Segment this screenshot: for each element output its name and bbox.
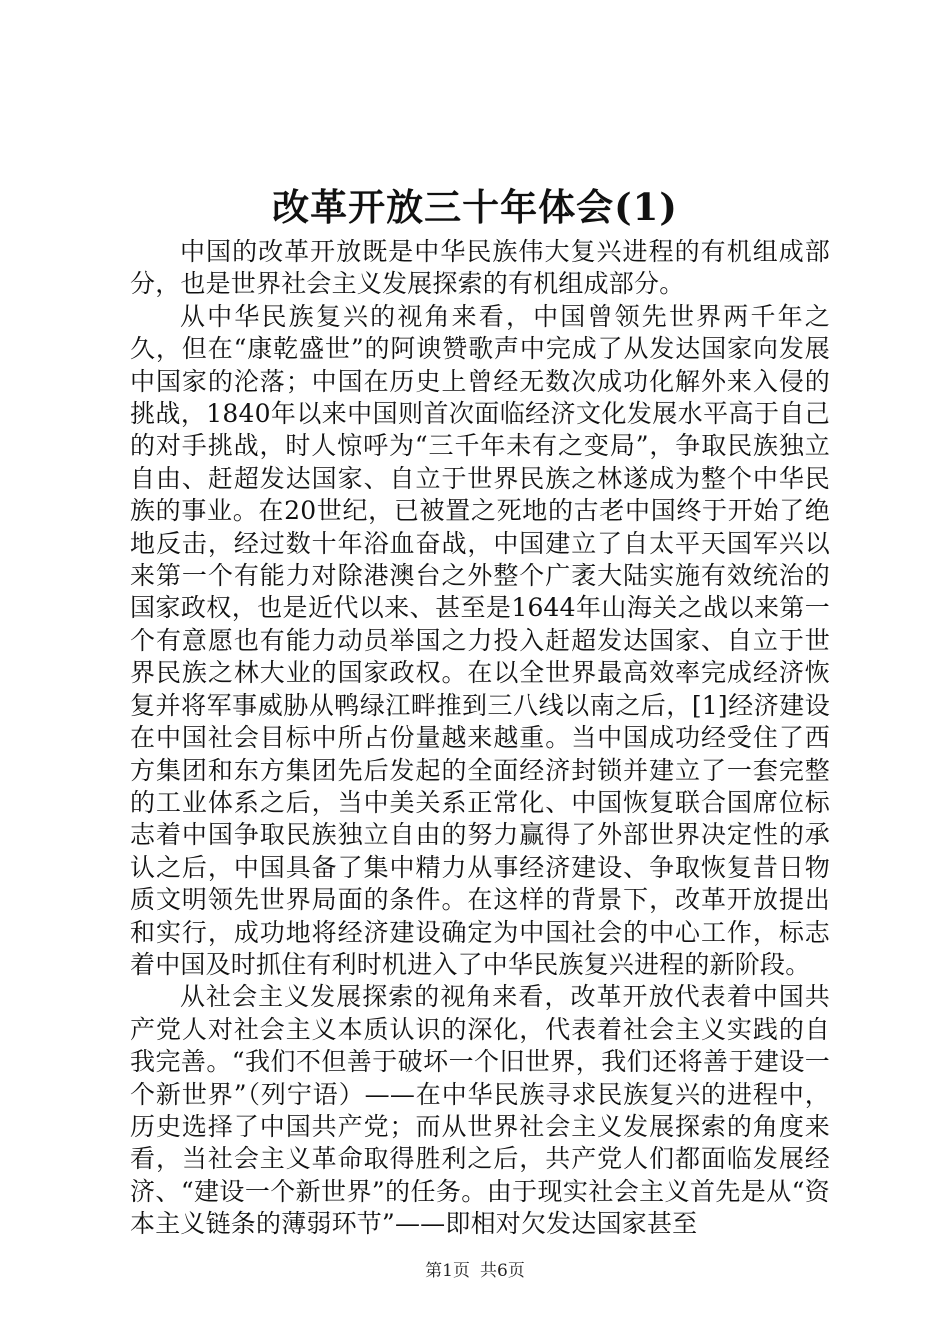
paragraph-socialist-exploration: 从社会主义发展探索的视角来看，改革开放代表着中国共产党人对社会主义本质认识的深化，代表着社会主义实践的自我完善。“我们不但善于破坏一个旧世界，我们还将善于建设一个新世界”（列宁语）——在中华民族寻求民族复兴的进程中，历史选择了中国共产党；而从世界社会主义发展探索的角度来看，当社会主义革命取得胜利之后，共产党人们都面临发展经济、“建设一个新世界”的任务。由于现实社会主义首先是从“资本主义链条的薄弱环节”——即相对欠发达国家甚至 [130, 982, 830, 1239]
paragraph-intro: 中国的改革开放既是中华民族伟大复兴进程的有机组成部分，也是世界社会主义发展探索的有机组成部分。 [130, 237, 830, 299]
page-total: 共6页 [480, 1261, 525, 1281]
paragraph-national-revival: 从中华民族复兴的视角来看，中国曾领先世界两千年之久，但在“康乾盛世”的阿谀赞歌声中完成了从发达国家向发展中国家的沦落；中国在历史上曾经无数次成功化解外来入侵的挑战，1840年以来中国则首次面临经济文化发展水平高于自己的对手挑战，时人惊呼为“三千年未有之变局”，争取民族独立自由、赶超发达国家、自立于世界民族之林遂成为整个中华民族的事业。在20世纪，已被置之死地的古老中国终于开始了绝地反击，经过数十年浴血奋战，中国建立了自太平天国军兴以来第一个有能力对除港澳台之外整个广袤大陆实施有效统治的国家政权，也是近代以来、甚至是1644年山海关之战以来第一个有意愿也有能力动员举国之力投入赶超发达国家、自立于世界民族之林大业的国家政权。在以全世界最高效率完成经济恢复并将军事威胁从鸭绿江畔推到三八线以南之后，[1]经济建设在中国社会目标中所占份量越来越重。当中国成功经受住了西方集团和东方集团先后发起的全面经济封锁并建立了一套完整的工业体系之后，当中美关系正常化、中国恢复联合国席位标志着中国争取民族独立自由的努力赢得了外部世界决定性的承认之后，中国具备了集中精力从事经济建设、争取恢复昔日物质文明领先世界局面的条件。在这样的背景下，改革开放提出和实行，成功地将经济建设确定为中国社会的中心工作，标志着中国及时抓住有利时机进入了中华民族复兴进程的新阶段。 [130, 301, 830, 979]
page-footer [0, 1260, 950, 1282]
document-title: 改革开放三十年体会(1) [272, 185, 678, 229]
document-body [130, 236, 830, 1241]
page-number: 第1页 [425, 1261, 470, 1281]
